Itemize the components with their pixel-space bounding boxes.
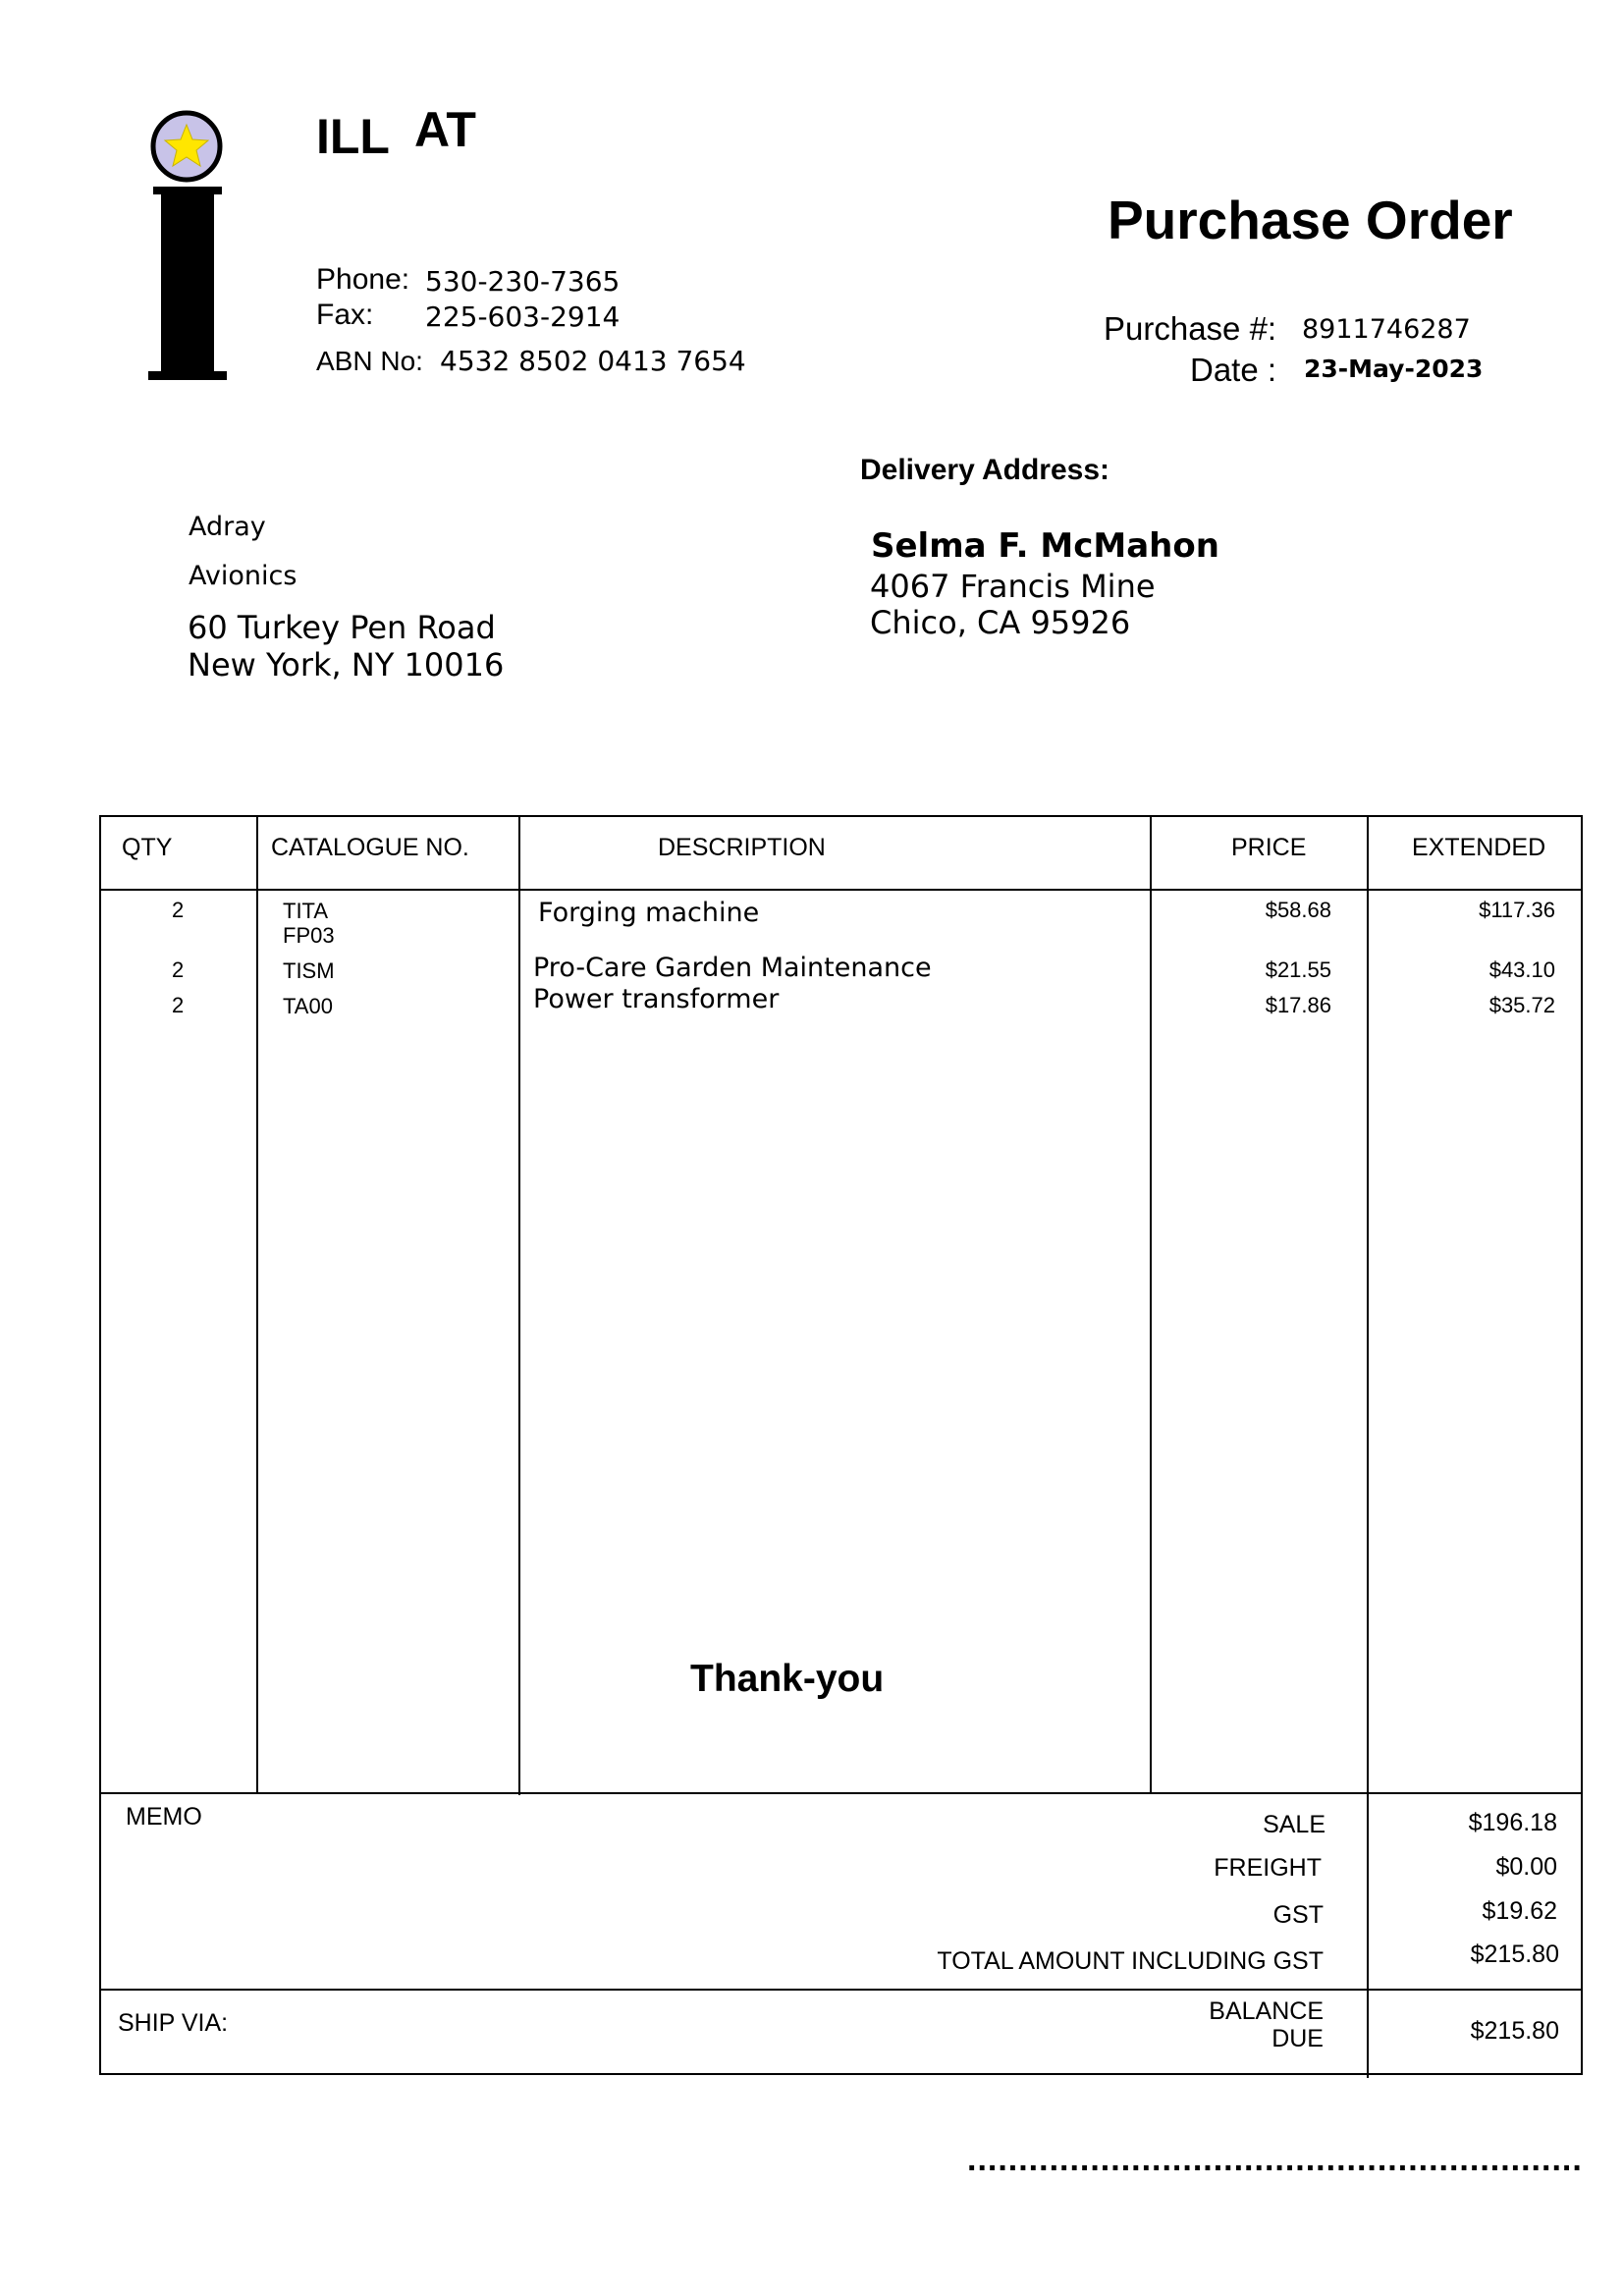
balance-due-value: $215.80: [1470, 2017, 1559, 2045]
fax-label: Fax:: [316, 299, 374, 331]
ship-via-label: SHIP VIA:: [118, 2009, 229, 2037]
price-cell: $58.68: [1265, 898, 1331, 922]
price-cell: $17.86: [1265, 993, 1331, 1017]
description-cell: Power transformer: [533, 984, 780, 1014]
gst-value: $19.62: [1482, 1897, 1557, 1925]
signature-line: ............................................................: [967, 2141, 1583, 2178]
column-header-qty: QTY: [122, 834, 173, 861]
column-header-extended: EXTENDED: [1412, 834, 1546, 861]
gst-label: GST: [1272, 1901, 1324, 1929]
purchase-number-label: Purchase #:: [1104, 310, 1277, 347]
column-header-description: DESCRIPTION: [658, 834, 826, 861]
extended-cell: $117.36: [1479, 898, 1555, 922]
sale-value: $196.18: [1468, 1809, 1557, 1836]
date-label: Date :: [1190, 352, 1277, 388]
vendor-line4: New York, NY 10016: [188, 646, 505, 683]
company-name-part2: AT: [414, 102, 476, 157]
delivery-name: Selma F. McMahon: [871, 526, 1219, 566]
catalogue-cell-line2: FP03: [283, 923, 335, 948]
catalogue-cell: TA00: [283, 994, 333, 1018]
date-value: 23-May-2023: [1304, 355, 1484, 383]
delivery-line1: 4067 Francis Mine: [870, 568, 1156, 605]
balance-due-label-line1: BALANCE: [1209, 1997, 1324, 2025]
abn-value: 4532 8502 0413 7654: [440, 345, 746, 377]
letter-i-star-logo-icon: [145, 108, 230, 388]
sale-label: SALE: [1263, 1811, 1325, 1838]
document-title: Purchase Order: [1108, 190, 1513, 250]
freight-value: $0.00: [1495, 1853, 1557, 1881]
column-header-catalogue: CATALOGUE NO.: [271, 834, 469, 861]
total-value: $215.80: [1470, 1941, 1559, 1968]
vendor-line3: 60 Turkey Pen Road: [188, 609, 496, 646]
qty-cell: 2: [172, 993, 185, 1017]
price-cell: $21.55: [1265, 957, 1331, 982]
qty-cell: 2: [172, 957, 185, 982]
qty-cell: 2: [172, 898, 185, 922]
fax-value: 225-603-2914: [425, 301, 621, 333]
catalogue-cell: TITA: [283, 899, 329, 923]
balance-due-label-line2: DUE: [1271, 2025, 1324, 2052]
catalogue-cell: TISM: [283, 958, 335, 983]
purchase-number-value: 8911746287: [1302, 314, 1471, 345]
total-label: TOTAL AMOUNT INCLUDING GST: [937, 1947, 1324, 1975]
vendor-line2: Avionics: [189, 561, 298, 591]
description-cell: Pro-Care Garden Maintenance: [533, 953, 932, 983]
delivery-address-label: Delivery Address:: [860, 454, 1110, 486]
phone-value: 530-230-7365: [425, 265, 621, 298]
extended-cell: $43.10: [1488, 957, 1555, 982]
description-cell: Forging machine: [538, 898, 760, 928]
delivery-line2: Chico, CA 95926: [870, 604, 1131, 641]
abn-label: ABN No:: [316, 346, 423, 376]
freight-label: FREIGHT: [1214, 1854, 1322, 1882]
phone-label: Phone:: [316, 263, 410, 296]
company-name-part1: ILL: [316, 109, 390, 164]
memo-label: MEMO: [126, 1803, 202, 1831]
thank-you-text: Thank-you: [690, 1658, 885, 1700]
extended-cell: $35.72: [1488, 993, 1555, 1017]
column-header-price: PRICE: [1231, 834, 1307, 861]
vendor-line1: Adray: [189, 512, 266, 542]
